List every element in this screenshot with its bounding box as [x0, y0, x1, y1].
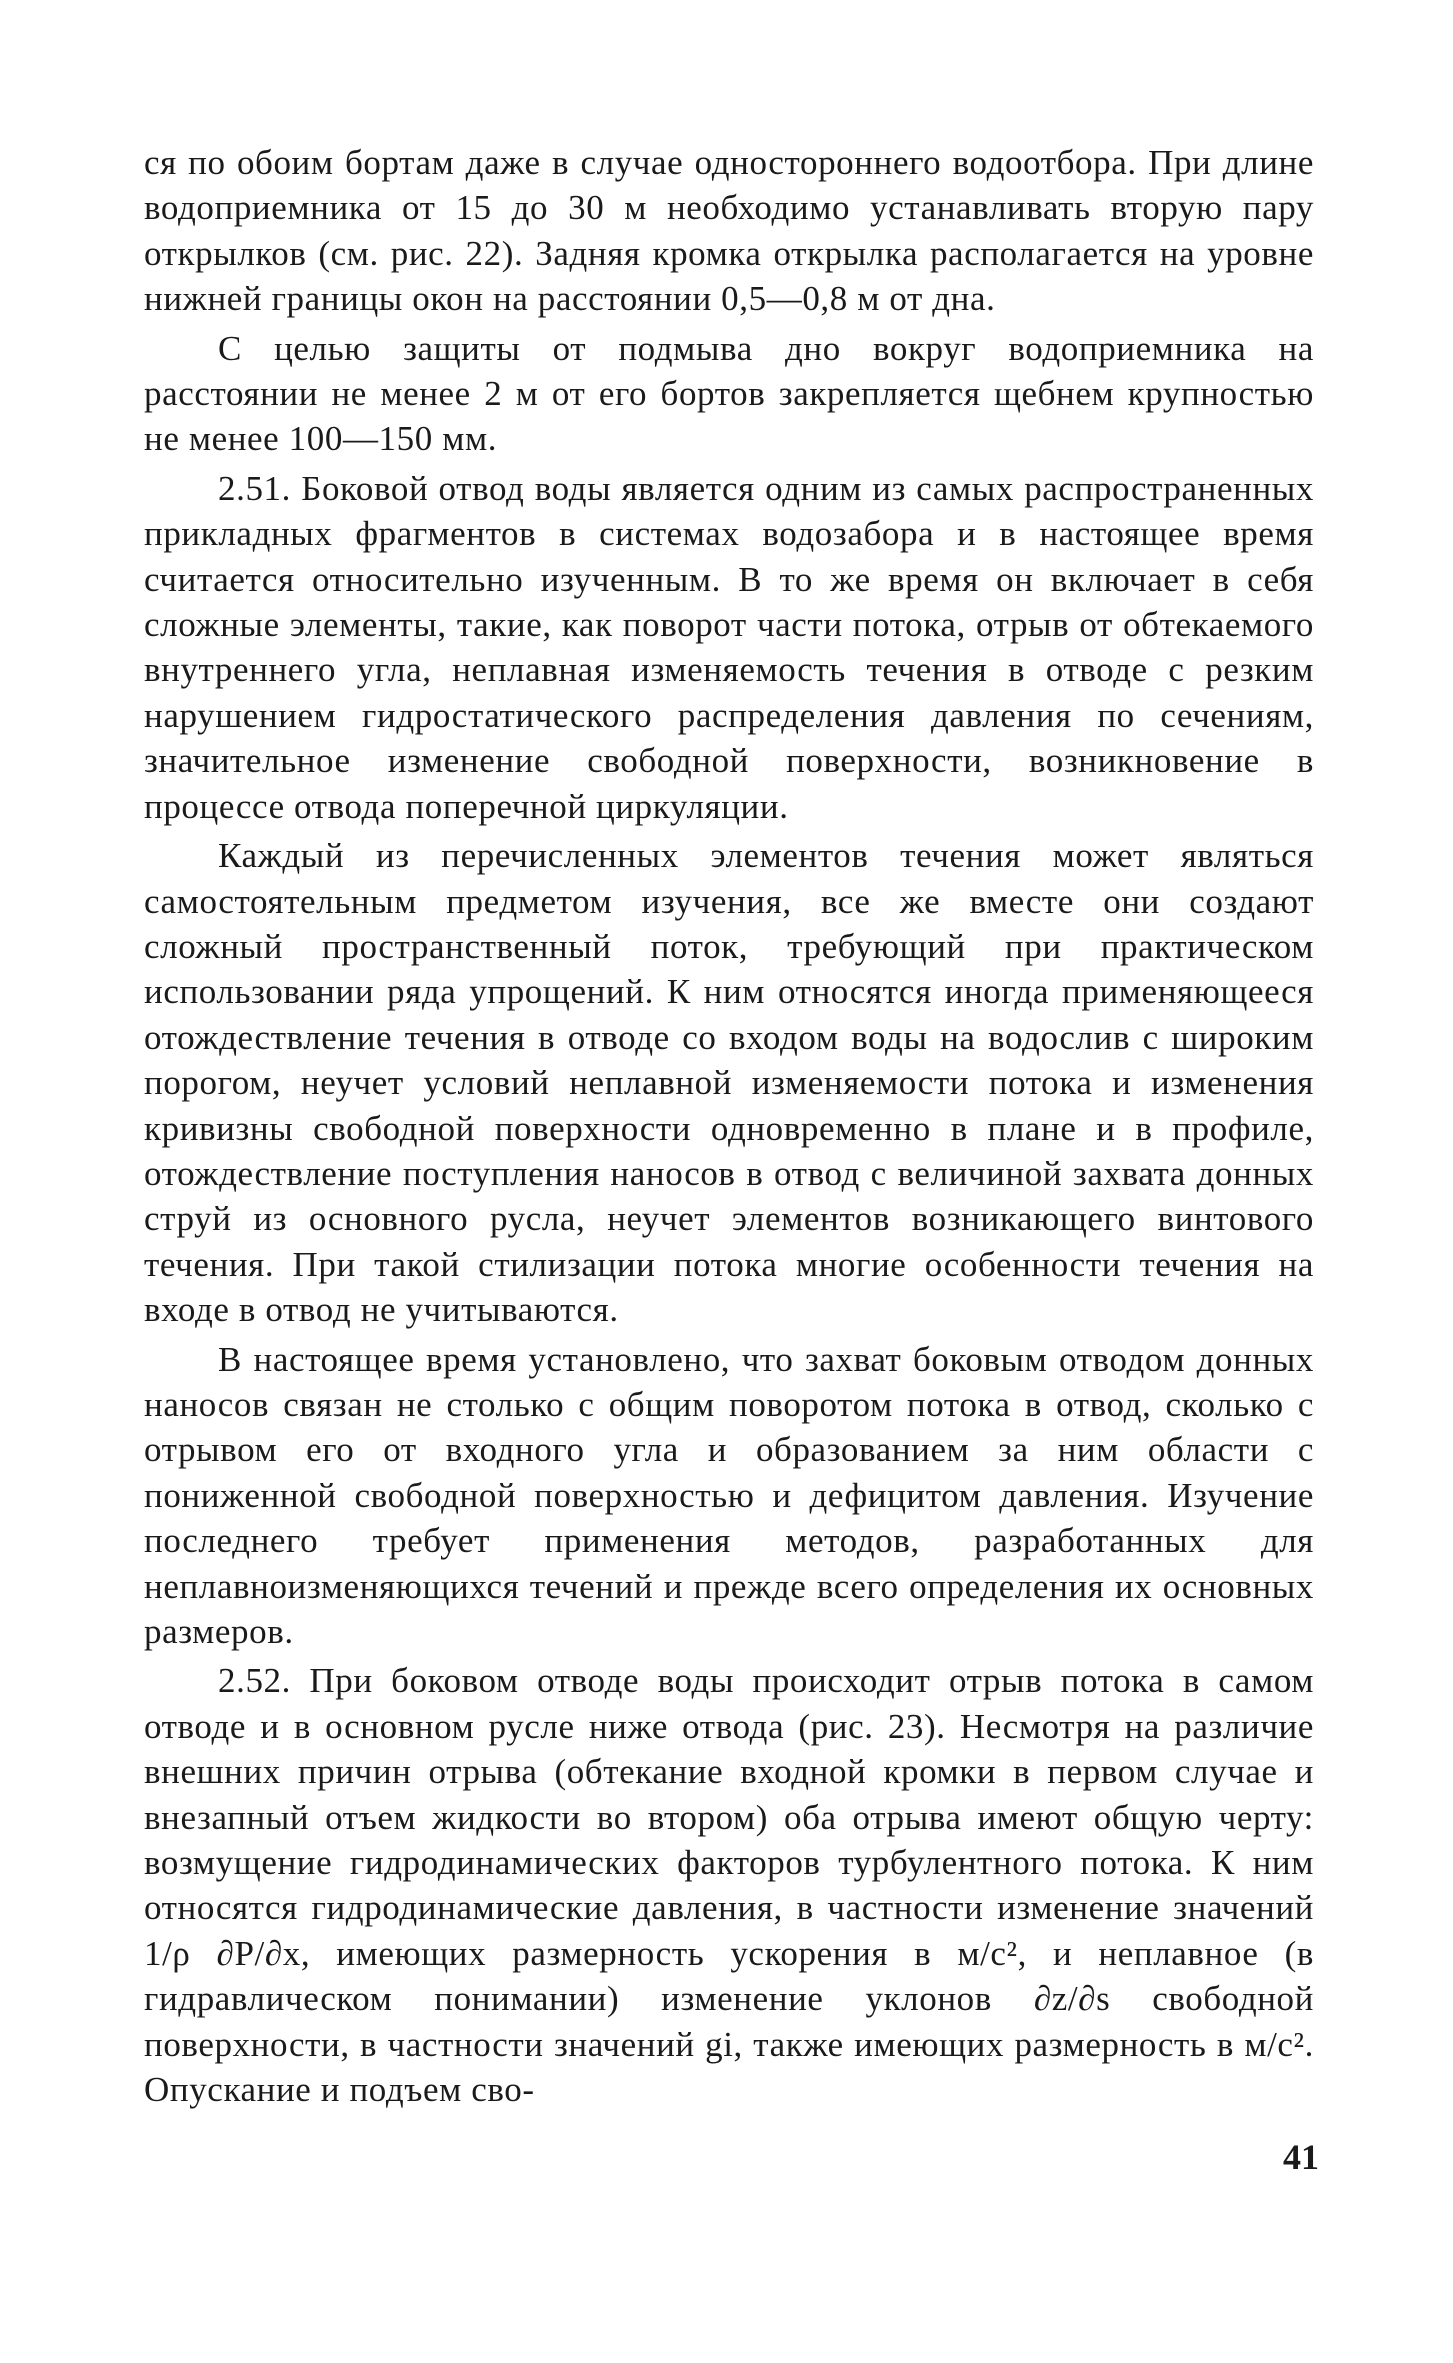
paragraph-bottom-protection: С целью защиты от подмыва дно вокруг водоприемника на расстоянии не менее 2 м от его бортов закрепляется щебнем крупностью не менее 100—150 мм. [144, 328, 1314, 459]
paragraph-continuation: ся по обоим бортам даже в случае одностороннего водоотбора. При длине водоприемника от 15 до 30 м необходимо устанавливать вторую пару открылков (см. рис. 22). Задняя кромка открылка располагается на уровне нижней границы окон на расстоянии 0,5—0,8 м от дна. [144, 143, 1314, 319]
paragraph-section-2-52: 2.52. При боковом отводе воды происходит отрыв потока в самом отводе и в основном русле ниже отвода (рис. 23). Несмотря на различие внешних причин отрыва (обтекание входной кромки в первом случае и внезапный отъем жидкости во втором) оба отрыва имеют общую черту: возмущение гидродинамических факторов турбулентного потока. К ним относятся гидродинамические давления, в частности изменение значений 1/ρ ∂P/∂x, имеющих размерность ускорения в м/с², и неплавное (в гидравлическом понимании) изменение уклонов ∂z/∂s свободной поверхности, в частности значений gi, также имеющих размерность в м/с². Опускание и подъем сво- [144, 1661, 1314, 2110]
page-number: 41 [1283, 2137, 1319, 2177]
body-text [144, 140, 1314, 2116]
paragraph-sediment-capture: В настоящее время установлено, что захват боковым отводом донных наносов связан не столько с общим поворотом потока в отвод, сколько с отрывом его от входного угла и образованием за ним области с пониженной свободной поверхностью и дефицитом давления. Изучение последнего требует применения методов, разработанных для неплавноизменяющихся течений и прежде всего определения их основных размеров. [144, 1339, 1314, 1651]
paragraph-flow-elements: Каждый из перечисленных элементов течения может являться самостоятельным предметом изучения, все же вместе они создают сложный пространственный поток, требующий при практическом использовании ряда упрощений. К ним относятся иногда применяющееся отождествление течения в отводе со входом воды на водослив с широким порогом, неучет условий неплавной изменяемости потока и изменения кривизны свободной поверхности одновременно в плане и в профиле, отождествление поступления наносов в отвод с величиной захвата донных струй из основного русла, неучет элементов возникающего винтового течения. При такой стилизации потока многие особенности течения на входе в отвод не учитываются. [144, 836, 1314, 1330]
paragraph-section-2-51: 2.51. Боковой отвод воды является одним из самых распространенных прикладных фрагментов в системах водозабора и в настоящее время считается относительно изученным. В то же время он включает в себя сложные элементы, такие, как поворот части потока, отрыв от обтекаемого внутреннего угла, неплавная изменяемость течения в отводе с резким нарушением гидростатического распределения давления по сечениям, значительное изменение свободной поверхности, возникновение в процессе отвода поперечной циркуляции. [144, 468, 1314, 826]
